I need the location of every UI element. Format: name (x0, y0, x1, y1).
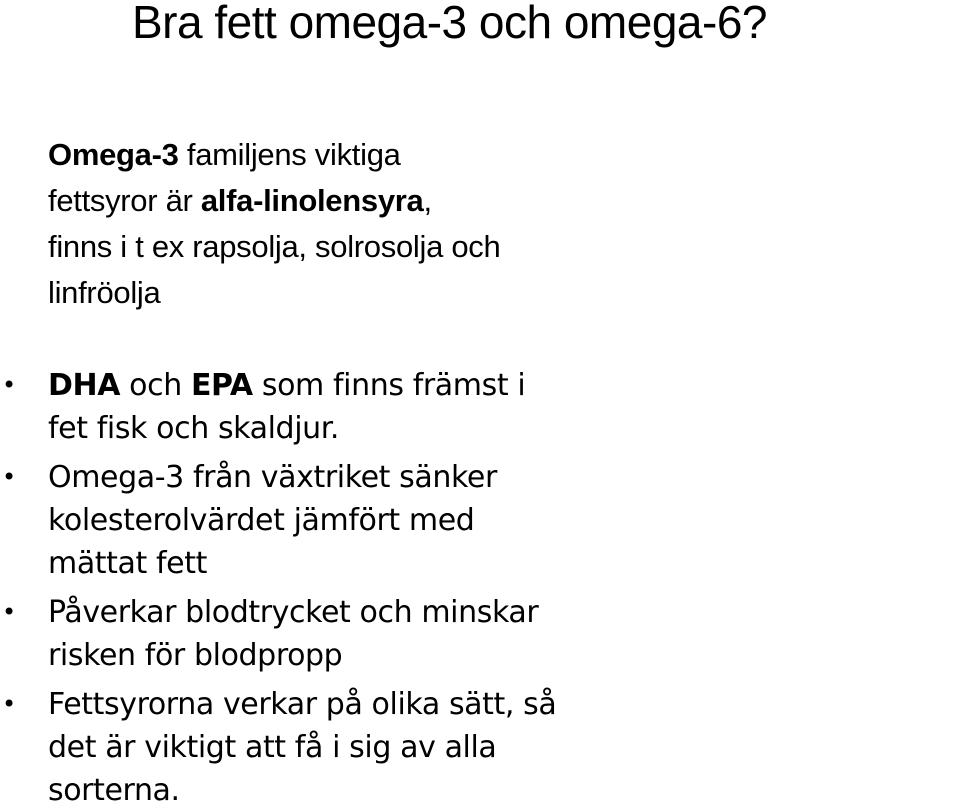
bullet-item-dha-epa (0, 364, 960, 450)
intro-line-2-post: , (423, 183, 432, 218)
bullet-dot-icon: • (2, 371, 16, 399)
bullet-4-line-3: sorterna. (48, 773, 180, 808)
bullet-dot-icon: • (2, 690, 16, 718)
slide-title: Bra fett omega-3 och omega-6? (132, 0, 767, 48)
intro-line-4: linfröolja (48, 275, 161, 310)
bullet-1-mid: och (120, 368, 191, 403)
intro-omega3-bold: Omega-3 (48, 137, 179, 172)
intro-line-1-rest: familjens viktiga (178, 137, 401, 172)
bullet-3-line-1: Påverkar blodtrycket och minskar (48, 595, 539, 630)
bullet-dot-icon: • (2, 598, 16, 626)
intro-ala-bold: alfa-linolensyra (200, 183, 424, 218)
bullet-dot-icon: • (2, 463, 16, 491)
bullet-4-line-2: det är viktigt att få i sig av alla (48, 730, 497, 765)
bullet-1-line-1 (48, 364, 960, 407)
bullet-item-blood-pressure (0, 591, 960, 677)
intro-line-2-pre: fettsyror är (48, 183, 201, 218)
intro-line-2 (48, 178, 948, 224)
bullet-1-line-2: fet fisk och skaldjur. (48, 411, 340, 446)
bullet-3-line-2: risken för blodpropp (48, 638, 343, 673)
intro-paragraph (48, 132, 948, 316)
bullet-item-plant-omega3 (0, 456, 960, 585)
bullet-2-line-1: Omega-3 från växtriket sänker (48, 460, 497, 495)
dha-bold: DHA (48, 368, 121, 403)
bullet-2-line-3: mättat fett (48, 546, 207, 581)
bullet-2-line-2: kolesterolvärdet jämfört med (48, 503, 475, 538)
bullet-list (0, 364, 960, 809)
epa-bold: EPA (190, 368, 253, 403)
bullet-item-all-sorts (0, 683, 960, 809)
bullet-4-line-1: Fettsyrorna verkar på olika sätt, så (48, 687, 557, 722)
intro-line-3: finns i t ex rapsolja, solrosolja och (48, 229, 501, 264)
intro-line-1 (48, 132, 948, 178)
bullet-1-rest: som finns främst i (252, 368, 526, 403)
